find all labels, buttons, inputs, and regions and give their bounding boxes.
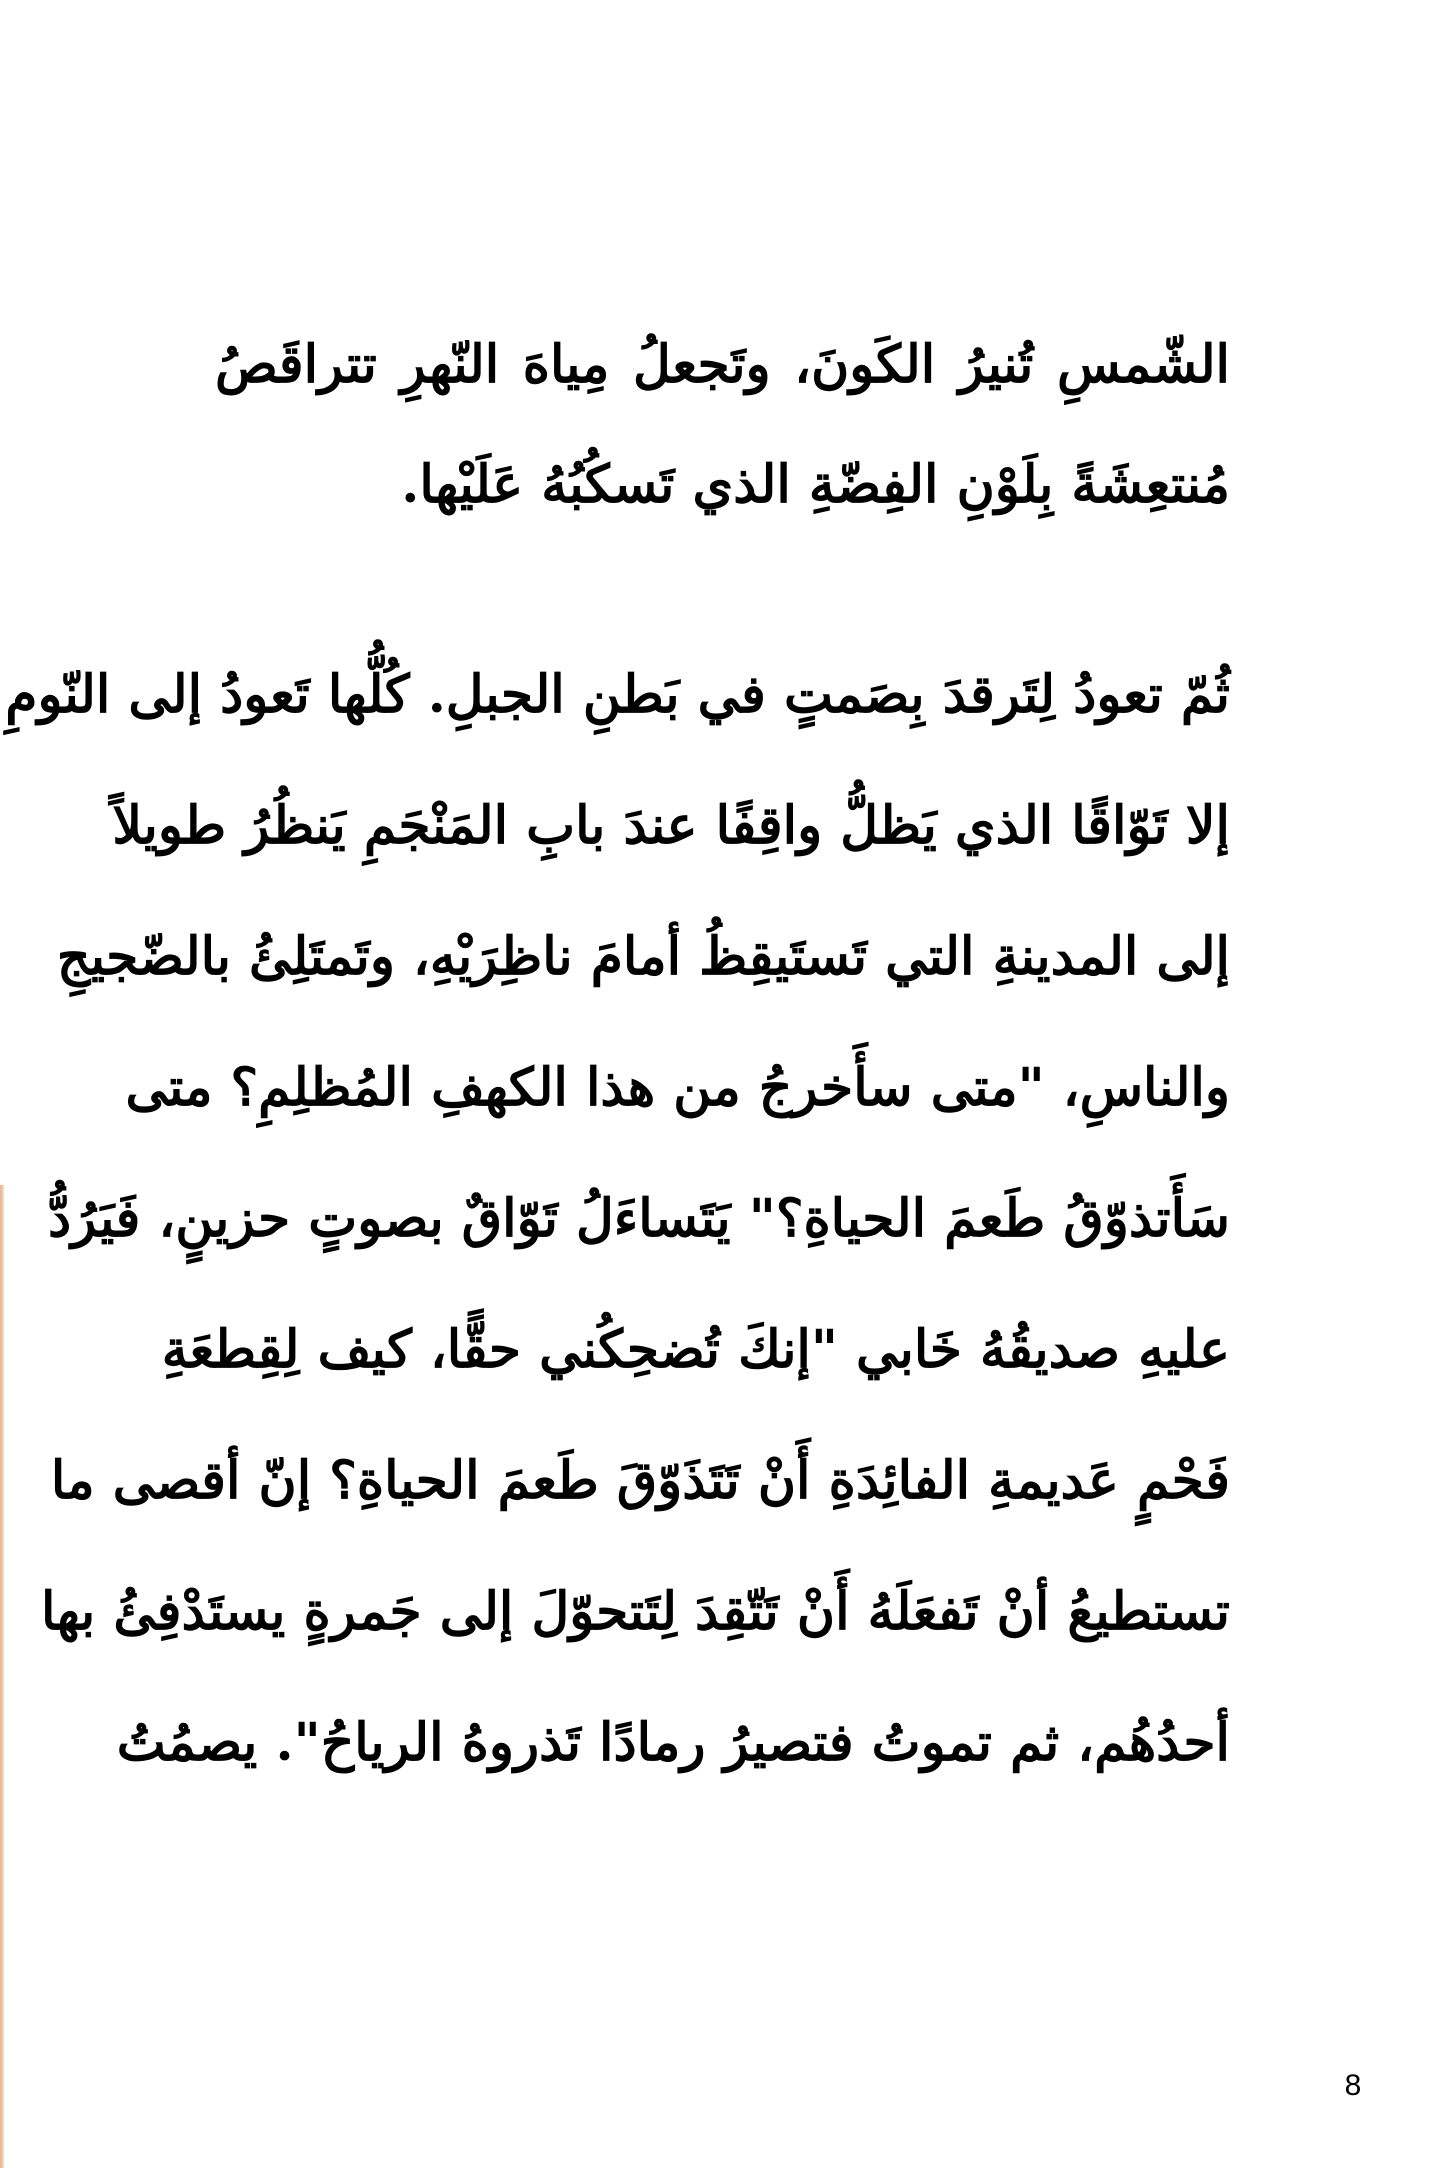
text-line: إلا تَوّاقًا الذي يَظلُّ واقِفًا عندَ بابِ المَنْجَمِ يَنظُرُ طويلاً xyxy=(112,795,1230,856)
text-line: أحدُهُم، ثم تموتُ فتصيرُ رمادًا تَذروهُ الرياحُ". يصمُتُ xyxy=(116,1712,1230,1773)
text-line: فَحْمٍ عَديمةِ الفائِدَةِ أَنْ تَتَذَوّقَ طَعمَ الحياةِ؟ إنّ أقصى ما xyxy=(50,1450,1230,1511)
text-line: ثُمّ تعودُ لِتَرقدَ بِصَمتٍ في بَطنِ الجبلِ. كُلُّها تَعودُ إلى النّومِ xyxy=(5,664,1230,725)
text-line: والناسِ، "متى سأَخرجُ من هذا الكهفِ المُظلِمِ؟ متى xyxy=(125,1057,1230,1118)
text-line: سَأَتذوّقُ طَعمَ الحياةِ؟" يَتَساءَلُ تَوّاقٌ بصوتٍ حزينٍ، فَيَرُدُّ xyxy=(48,1188,1230,1249)
text-line: عليهِ صديقُهُ خَابي "إنكَ تُضحِكُني حقًّا، كيف لِقِطعَةِ xyxy=(161,1319,1230,1380)
text-line: الشّمسِ تُنيرُ الكَونَ، وتَجعلُ مِياهَ النّهرِ تتراقَصُ xyxy=(215,334,1230,395)
text-line: مُنتعِشَةً بِلَوْنِ الفِضّةِ الذي تَسكُبُهُ عَلَيْها. xyxy=(401,454,1230,515)
page-number: 8 xyxy=(1344,2069,1362,2102)
page-edge-strip xyxy=(0,1185,4,2168)
text-line: تستطيعُ أنْ تَفعَلَهُ أَنْ تَتّقِدَ لِتَتحوّلَ إلى جَمرةٍ يستَدْفِئُ بها xyxy=(40,1581,1230,1642)
text-line: إلى المدينةِ التي تَستَيقِظُ أمامَ ناظِرَيْهِ، وتَمتَلِئُ بالضّجيجِ xyxy=(56,926,1230,987)
